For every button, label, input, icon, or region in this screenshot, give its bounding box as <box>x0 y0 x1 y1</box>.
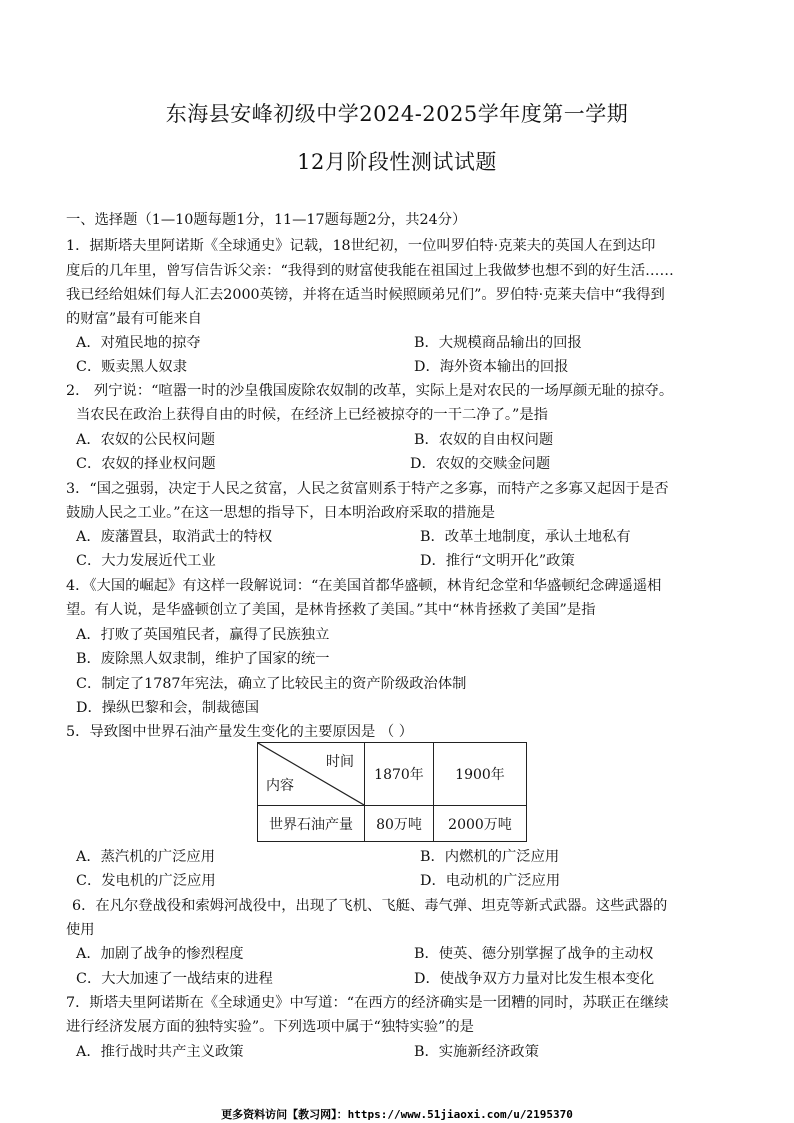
question-4-option-a: A．打败了英国殖民者，赢得了民族独立 <box>76 627 330 643</box>
question-7-text: 进行经济发展方面的独特实验”。下列选项中属于“独特实验”的是 <box>66 1019 474 1035</box>
question-6-option-b: B．使英、德分别掌握了战争的主动权 <box>414 946 654 962</box>
question-2-text: 2． 列宁说：“喧嚣一时的沙皇俄国废除农奴制的改革，实际上是对农民的一场厚颜无耻的掠夺。 <box>66 383 674 399</box>
question-3-text: 鼓励人民之工业。”在这一思想的指导下，日本明治政府采取的措施是 <box>66 505 496 521</box>
question-5-option-c: C．发电机的广泛应用 <box>76 873 216 889</box>
question-3-option-b: B．改革土地制度，承认土地私有 <box>420 529 631 545</box>
header-1900: 1900年 <box>434 743 527 806</box>
question-1-text: 度后的几年里，曾写信告诉父亲：“我得到的财富使我能在祖国过上我做梦也想不到的好生活…… <box>66 263 674 279</box>
header-content: 内容 <box>266 778 294 794</box>
question-1-text: 1．据斯塔夫里阿诺斯《全球通史》记载，18世纪初，一位叫罗伯特·克莱夫的英国人在到达印 <box>66 238 656 254</box>
question-3-option-a: A．废藩置县，取消武士的特权 <box>76 529 273 545</box>
question-6-text: 6．在凡尔登战役和索姆河战役中，出现了飞机、飞艇、毒气弹、坦克等新式武器。这些武器的 <box>72 898 668 914</box>
value-1870: 80万吨 <box>365 806 434 842</box>
question-6-option-a: A．加剧了战争的惨烈程度 <box>76 946 244 962</box>
question-1-option-c: C．贩卖黑人奴隶 <box>76 359 188 375</box>
question-6-option-d: D．使战争双方力量对比发生根本变化 <box>414 971 655 987</box>
oil-production-table <box>257 742 527 842</box>
question-1-text: 我已经给姐妹们每人汇去2000英镑，并将在适当时候照顾弟兄们”。罗伯特·克莱夫信中“我得到 <box>66 287 665 303</box>
page-title-line2: 12月阶段性测试试题 <box>297 150 497 174</box>
question-1-text: 的财富”最有可能来自 <box>66 311 202 327</box>
question-2-text: 当农民在政治上获得自由的时候，在经济上已经被掠夺的一干二净了。”是指 <box>76 407 548 423</box>
question-5-option-d: D．电动机的广泛应用 <box>420 873 561 889</box>
value-1900: 2000万吨 <box>434 806 527 842</box>
question-6-option-c: C．大大加速了一战结束的进程 <box>76 971 273 987</box>
question-3-option-c: C．大力发展近代工业 <box>76 553 216 569</box>
question-5-text: 5．导致图中世界石油产量发生变化的主要原因是 （ ） <box>66 724 414 740</box>
row-label-oil: 世界石油产量 <box>258 806 365 842</box>
question-6-text: 使用 <box>66 922 95 938</box>
question-7-option-a: A．推行战时共产主义政策 <box>76 1044 244 1060</box>
question-4-option-c: C．制定了1787年宪法，确立了比较民主的资产阶级政治体制 <box>76 676 467 692</box>
header-time: 时间 <box>326 754 354 770</box>
table-corner-cell <box>258 743 365 806</box>
question-2-option-a: A．农奴的公民权问题 <box>76 432 215 448</box>
question-4-text: 望。有人说，是华盛顿创立了美国，是林肯拯救了美国。”其中“林肯拯救了美国”是指 <box>66 602 596 618</box>
question-5-option-a: A．蒸汽机的广泛应用 <box>76 849 215 865</box>
question-1-option-d: D．海外资本输出的回报 <box>414 359 569 375</box>
question-3-option-d: D．推行“文明开化”政策 <box>420 553 575 569</box>
question-1-option-a: A．对殖民地的掠夺 <box>76 335 201 351</box>
question-4-option-b: B．废除黑人奴隶制，维护了国家的统一 <box>76 651 330 667</box>
question-2-option-d: D．农奴的交赎金问题 <box>410 456 551 472</box>
question-5-option-b: B．内燃机的广泛应用 <box>420 849 560 865</box>
question-1-option-b: B．大规模商品输出的回报 <box>414 335 582 351</box>
header-1870: 1870年 <box>365 743 434 806</box>
question-4-text: 4．《大国的崛起》有这样一段解说词：“在美国首都华盛顿，林肯纪念堂和华盛顿纪念碑遥遥相 <box>66 578 662 594</box>
question-3-text: 3．“国之强弱，决定于人民之贫富，人民之贫富则系于特产之多寡，而特产之多寡又起因于是否 <box>66 481 669 497</box>
question-2-option-b: B．农奴的自由权问题 <box>414 432 554 448</box>
question-7-text: 7．斯塔夫里阿诺斯在《全球通史》中写道：“在西方的经济确实是一团糟的同时，苏联正在继续 <box>66 995 669 1011</box>
page-title-line1: 东海县安峰初级中学2024-2025学年度第一学期 <box>165 102 629 126</box>
question-2-option-c: C．农奴的择业权问题 <box>76 456 216 472</box>
question-7-option-b: B．实施新经济政策 <box>414 1044 539 1060</box>
question-4-option-d: D．操纵巴黎和会，制裁德国 <box>76 700 260 716</box>
footer-link[interactable]: 更多资料访问【教习网】：https://www.51jiaoxi.com/u/2195370 <box>221 1108 573 1121</box>
section-heading: 一、选择题（1—10题每题1分，11—17题每题2分，共24分） <box>66 212 467 228</box>
